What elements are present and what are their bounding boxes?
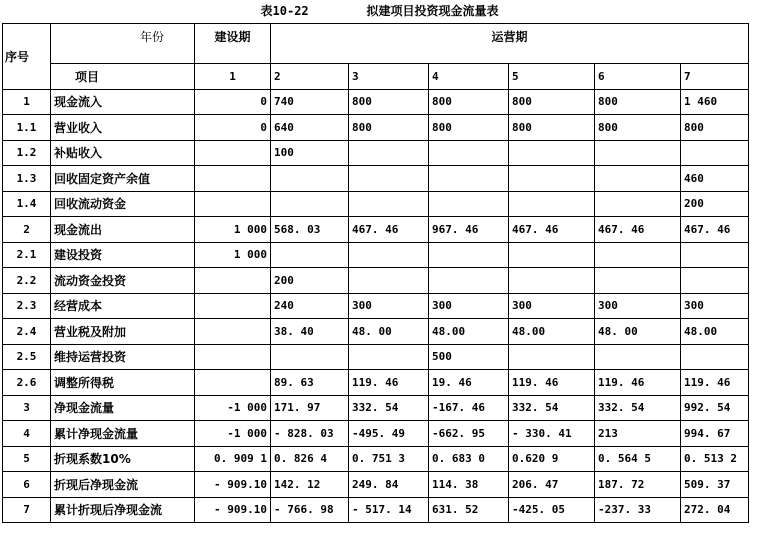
table-row [3,268,749,294]
row-seq: 2.3 [3,293,51,319]
cell-year-6: 800 [595,89,681,115]
row-seq: 1.2 [3,140,51,166]
cell-year-6 [595,140,681,166]
table-row [3,115,749,141]
cell-year-3: 0. 751 3 [349,446,429,472]
cell-year-7: 200 [681,191,749,217]
cell-year-3: 48. 00 [349,319,429,345]
header-serial: 序号 [3,24,51,90]
row-seq: 2 [3,217,51,243]
header-construction: 建设期 [195,24,271,64]
table-row [3,191,749,217]
cell-year-3: 467. 46 [349,217,429,243]
row-item: 回收固定资产余值 [51,166,195,192]
cell-year-4: -167. 46 [429,395,509,421]
cell-year-2 [271,166,349,192]
row-item: 累计净现金流量 [51,421,195,447]
cell-year-2: 38. 40 [271,319,349,345]
cell-year-6: 332. 54 [595,395,681,421]
cell-year-3 [349,166,429,192]
cell-year-4: 500 [429,344,509,370]
header-year-2: 2 [271,64,349,90]
row-seq: 1.3 [3,166,51,192]
cell-year-1: 0 [195,115,271,141]
cell-year-3: -495. 49 [349,421,429,447]
row-seq: 1.4 [3,191,51,217]
header-year-6: 6 [595,64,681,90]
cell-year-4: -662. 95 [429,421,509,447]
row-item: 折现后净现金流 [51,472,195,498]
cell-year-4 [429,140,509,166]
cell-year-2: 89. 63 [271,370,349,396]
cell-year-6: 300 [595,293,681,319]
cell-year-6 [595,166,681,192]
cell-year-3 [349,344,429,370]
cell-year-4: 800 [429,115,509,141]
cell-year-5: 332. 54 [509,395,595,421]
cell-year-7: 460 [681,166,749,192]
cell-year-6: 467. 46 [595,217,681,243]
cell-year-3: - 517. 14 [349,497,429,523]
table-row [3,497,749,523]
cell-year-4 [429,268,509,294]
table-title: 表10-22 拟建项目投资现金流量表 [260,4,499,18]
cell-year-3: 332. 54 [349,395,429,421]
cell-year-1 [195,344,271,370]
cell-year-4 [429,191,509,217]
row-item: 调整所得税 [51,370,195,396]
cell-year-2 [271,344,349,370]
cell-year-7: 119. 46 [681,370,749,396]
header-year-4: 4 [429,64,509,90]
cell-year-4: 967. 46 [429,217,509,243]
cell-year-4 [429,166,509,192]
cell-year-4: 631. 52 [429,497,509,523]
row-seq: 2.5 [3,344,51,370]
cell-year-6: 48. 00 [595,319,681,345]
cell-year-7 [681,268,749,294]
cell-year-1: - 909.10 [195,472,271,498]
row-item: 营业收入 [51,115,195,141]
cell-year-7: 300 [681,293,749,319]
cell-year-4: 48.00 [429,319,509,345]
row-item: 现金流出 [51,217,195,243]
cell-year-6: 800 [595,115,681,141]
cell-year-2: - 766. 98 [271,497,349,523]
cell-year-6 [595,268,681,294]
cell-year-1 [195,191,271,217]
cell-year-1: -1 000 [195,421,271,447]
cell-year-6: -237. 33 [595,497,681,523]
table-row [3,421,749,447]
table-row [3,319,749,345]
cell-year-6: 119. 46 [595,370,681,396]
cell-year-3: 249. 84 [349,472,429,498]
cash-flow-table [2,23,749,523]
cell-year-1 [195,166,271,192]
cell-year-5: 800 [509,115,595,141]
cell-year-3 [349,191,429,217]
table-row [3,472,749,498]
row-item: 建设投资 [51,242,195,268]
cell-year-4: 19. 46 [429,370,509,396]
cell-year-1: 1 000 [195,242,271,268]
cell-year-7: 994. 67 [681,421,749,447]
cell-year-1 [195,293,271,319]
row-seq: 2.4 [3,319,51,345]
header-year: 年份 [139,30,164,44]
row-item: 回收流动资金 [51,191,195,217]
cell-year-6: 0. 564 5 [595,446,681,472]
cell-year-2: 171. 97 [271,395,349,421]
row-seq: 7 [3,497,51,523]
cell-year-7: 272. 04 [681,497,749,523]
cell-year-1 [195,370,271,396]
row-item: 经营成本 [51,293,195,319]
cell-year-6: 213 [595,421,681,447]
table-row [3,89,749,115]
header-year-cell [51,24,195,64]
cell-year-5: 48.00 [509,319,595,345]
row-seq: 1.1 [3,115,51,141]
header-year-3: 3 [349,64,429,90]
header-year-5: 5 [509,64,595,90]
row-seq: 2.6 [3,370,51,396]
table-row [3,344,749,370]
cell-year-5 [509,268,595,294]
cell-year-5 [509,191,595,217]
cell-year-1 [195,319,271,345]
table-row [3,166,749,192]
cell-year-7: 1 460 [681,89,749,115]
row-seq: 2.1 [3,242,51,268]
table-row [3,395,749,421]
row-item: 流动资金投资 [51,268,195,294]
cell-year-6 [595,242,681,268]
cell-year-7: 992. 54 [681,395,749,421]
cell-year-5: 206. 47 [509,472,595,498]
cell-year-3: 119. 46 [349,370,429,396]
cell-year-4 [429,242,509,268]
cell-year-6 [595,344,681,370]
cell-year-1 [195,140,271,166]
cell-year-2: 568. 03 [271,217,349,243]
cell-year-2: - 828. 03 [271,421,349,447]
cell-year-2 [271,242,349,268]
cell-year-6 [595,191,681,217]
row-item: 补贴收入 [51,140,195,166]
cell-year-2 [271,191,349,217]
cell-year-5: - 330. 41 [509,421,595,447]
cell-year-5: -425. 05 [509,497,595,523]
row-seq: 6 [3,472,51,498]
cell-year-2: 740 [271,89,349,115]
cell-year-3 [349,268,429,294]
header-operation: 运营期 [271,24,749,64]
row-item: 现金流入 [51,89,195,115]
header-year-1: 1 [195,64,271,90]
cell-year-5: 467. 46 [509,217,595,243]
cell-year-2: 640 [271,115,349,141]
cell-year-2: 142. 12 [271,472,349,498]
table-row [3,446,749,472]
cell-year-7: 48.00 [681,319,749,345]
table-row [3,140,749,166]
row-item: 营业税及附加 [51,319,195,345]
table-row [3,217,749,243]
row-seq: 1 [3,89,51,115]
cell-year-7: 509. 37 [681,472,749,498]
row-item: 累计折现后净现金流 [51,497,195,523]
cell-year-5 [509,166,595,192]
cell-year-4: 0. 683 0 [429,446,509,472]
cell-year-3 [349,242,429,268]
cell-year-5: 800 [509,89,595,115]
cell-year-3 [349,140,429,166]
cell-year-1: 1 000 [195,217,271,243]
cell-year-7: 0. 513 2 [681,446,749,472]
cell-year-5: 300 [509,293,595,319]
cell-year-5 [509,140,595,166]
row-seq: 2.2 [3,268,51,294]
cell-year-2: 240 [271,293,349,319]
cell-year-3: 300 [349,293,429,319]
cell-year-2: 100 [271,140,349,166]
cell-year-3: 800 [349,115,429,141]
row-item: 折现系数10% [51,446,195,472]
row-item: 维持运营投资 [51,344,195,370]
cell-year-5 [509,242,595,268]
cell-year-2: 0. 826 4 [271,446,349,472]
row-seq: 5 [3,446,51,472]
cell-year-7: 800 [681,115,749,141]
cell-year-5: 119. 46 [509,370,595,396]
cell-year-5: 0.620 9 [509,446,595,472]
header-year-7: 7 [681,64,749,90]
cell-year-1 [195,268,271,294]
cell-year-7 [681,344,749,370]
table-row [3,293,749,319]
cell-year-7 [681,242,749,268]
cell-year-4: 114. 38 [429,472,509,498]
cell-year-6: 187. 72 [595,472,681,498]
table-row [3,242,749,268]
cell-year-7 [681,140,749,166]
cell-year-5 [509,344,595,370]
header-item: 项目 [51,64,195,90]
cell-year-2: 200 [271,268,349,294]
cell-year-1: 0 [195,89,271,115]
cell-year-1: - 909.10 [195,497,271,523]
cell-year-7: 467. 46 [681,217,749,243]
cell-year-1: -1 000 [195,395,271,421]
row-item: 净现金流量 [51,395,195,421]
table-row [3,370,749,396]
row-seq: 4 [3,421,51,447]
cell-year-4: 300 [429,293,509,319]
row-seq: 3 [3,395,51,421]
cell-year-4: 800 [429,89,509,115]
cell-year-3: 800 [349,89,429,115]
cell-year-1: 0. 909 1 [195,446,271,472]
